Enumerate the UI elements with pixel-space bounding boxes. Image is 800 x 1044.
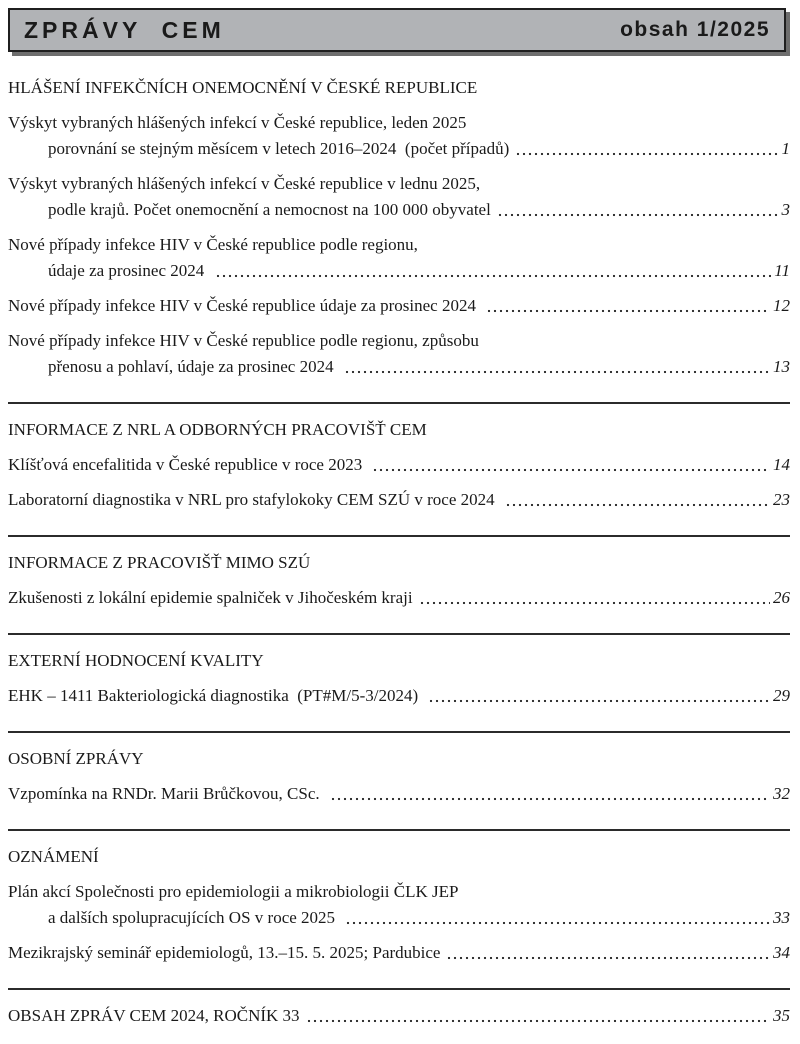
issue-label: obsah 1/2025 [620, 18, 770, 41]
entry-title-line2 [48, 197, 790, 223]
entry-title: a dalších spolupracujících OS v roce 2025 [48, 908, 340, 927]
entry-title-line1: Výskyt vybraných hlášených infekcí v České republice, leden 2025 [8, 113, 467, 132]
toc-entry [8, 328, 790, 380]
toc-entry [8, 232, 790, 284]
dot-leader [515, 152, 778, 156]
entry-row [8, 1003, 790, 1029]
entry-title-line1: Nové případy infekce HIV v České republice podle regionu, [8, 235, 418, 254]
page-number: 26 [773, 588, 790, 607]
toc-entry [8, 110, 790, 162]
toc-section [8, 75, 790, 380]
dot-leader [345, 921, 770, 925]
entry-title-line2 [48, 905, 790, 931]
section-divider [8, 535, 790, 537]
entry-title-line2 [48, 258, 790, 284]
entry-title-line2 [48, 136, 790, 162]
page-number: 12 [773, 296, 790, 315]
dot-leader [419, 601, 770, 605]
header-bar [8, 8, 786, 52]
toc-entry [8, 879, 790, 931]
toc-entry [8, 781, 790, 807]
page-number: 33 [773, 908, 790, 927]
entry-row [8, 585, 790, 611]
dot-leader [497, 213, 779, 217]
toc-entry [8, 487, 790, 513]
entry-title: Vzpomínka na RNDr. Marii Brůčkovou, CSc. [8, 784, 324, 803]
entry-row [8, 452, 790, 478]
entry-title: Zkušenosti z lokální epidemie spalniček v Jihočeském kraji [8, 588, 413, 607]
toc-section [8, 829, 790, 966]
section-heading: OSOBNÍ ZPRÁVY [8, 749, 144, 768]
section-heading: EXTERNÍ HODNOCENÍ KVALITY [8, 651, 264, 670]
toc-section [8, 535, 790, 611]
section-heading: INFORMACE Z NRL A ODBORNÝCH PRACOVIŠŤ CEM [8, 420, 427, 439]
dot-leader [446, 956, 770, 960]
section-divider [8, 402, 790, 404]
toc [8, 75, 790, 1029]
dot-leader [505, 503, 770, 507]
entry-title: Klíšťová encefalitida v České republice v roce 2023 [8, 455, 367, 474]
page-number: 1 [781, 139, 790, 158]
entry-title: Laboratorní diagnostika v NRL pro stafylokoky CEM SZÚ v roce 2024 [8, 490, 499, 509]
entry-title-line2 [48, 354, 790, 380]
entry-title: Mezikrajský seminář epidemiologů, 13.–15. 5. 2025; Pardubice [8, 943, 441, 962]
toc-section [8, 633, 790, 709]
entry-title: OBSAH ZPRÁV CEM 2024, ROČNÍK 33 [8, 1006, 300, 1025]
page-number: 13 [773, 357, 790, 376]
entry-title-line1: Výskyt vybraných hlášených infekcí v České republice v lednu 2025, [8, 174, 481, 193]
page-number: 23 [773, 490, 790, 509]
dot-leader [486, 309, 770, 313]
toc-entry [8, 585, 790, 611]
section-divider [8, 633, 790, 635]
entry-title: Nové případy infekce HIV v České republice údaje za prosinec 2024 [8, 296, 481, 315]
page-number: 14 [773, 455, 790, 474]
dot-leader [330, 797, 770, 801]
dot-leader [372, 468, 770, 472]
toc-section [8, 988, 790, 1029]
page-number: 34 [773, 943, 790, 962]
entry-title: přenosu a pohlaví, údaje za prosinec 2024 [48, 357, 338, 376]
entry-title-line1: Plán akcí Společnosti pro epidemiologii a mikrobiologii ČLK JEP [8, 882, 459, 901]
toc-entry [8, 171, 790, 223]
page-number: 35 [773, 1006, 790, 1025]
entry-title: porovnání se stejným měsícem v letech 2016–2024 (počet případů) [48, 139, 510, 158]
entry-row [8, 683, 790, 709]
entry-title: údaje za prosinec 2024 [48, 261, 209, 280]
toc-entry [8, 683, 790, 709]
entry-row [8, 781, 790, 807]
section-heading: HLÁŠENÍ INFEKČNÍCH ONEMOCNĚNÍ V ČESKÉ REPUBLICE [8, 78, 478, 97]
toc-entry [8, 293, 790, 319]
page-number: 29 [773, 686, 790, 705]
entry-title: EHK – 1411 Bakteriologická diagnostika (PT#M/5-3/2024) [8, 686, 423, 705]
newsletter-title: ZPRÁVY CEM [24, 16, 225, 43]
dot-leader [215, 274, 772, 278]
toc-entry [8, 452, 790, 478]
entry-row [8, 293, 790, 319]
section-divider [8, 731, 790, 733]
entry-title-line1: Nové případy infekce HIV v České republice podle regionu, způsobu [8, 331, 479, 350]
dot-leader [344, 370, 770, 374]
toc-entry [8, 1003, 790, 1029]
page-number: 3 [781, 200, 790, 219]
section-heading: OZNÁMENÍ [8, 847, 99, 866]
toc-section [8, 731, 790, 807]
toc-entry [8, 940, 790, 966]
dot-leader [306, 1019, 770, 1023]
section-divider [8, 829, 790, 831]
entry-row [8, 940, 790, 966]
page-number: 32 [773, 784, 790, 803]
entry-row [8, 487, 790, 513]
dot-leader [428, 699, 770, 703]
section-divider [8, 988, 790, 990]
toc-section [8, 402, 790, 513]
entry-title: podle krajů. Počet onemocnění a nemocnost na 100 000 obyvatel [48, 200, 491, 219]
section-heading: INFORMACE Z PRACOVIŠŤ MIMO SZÚ [8, 553, 311, 572]
page-number: 11 [774, 261, 790, 280]
